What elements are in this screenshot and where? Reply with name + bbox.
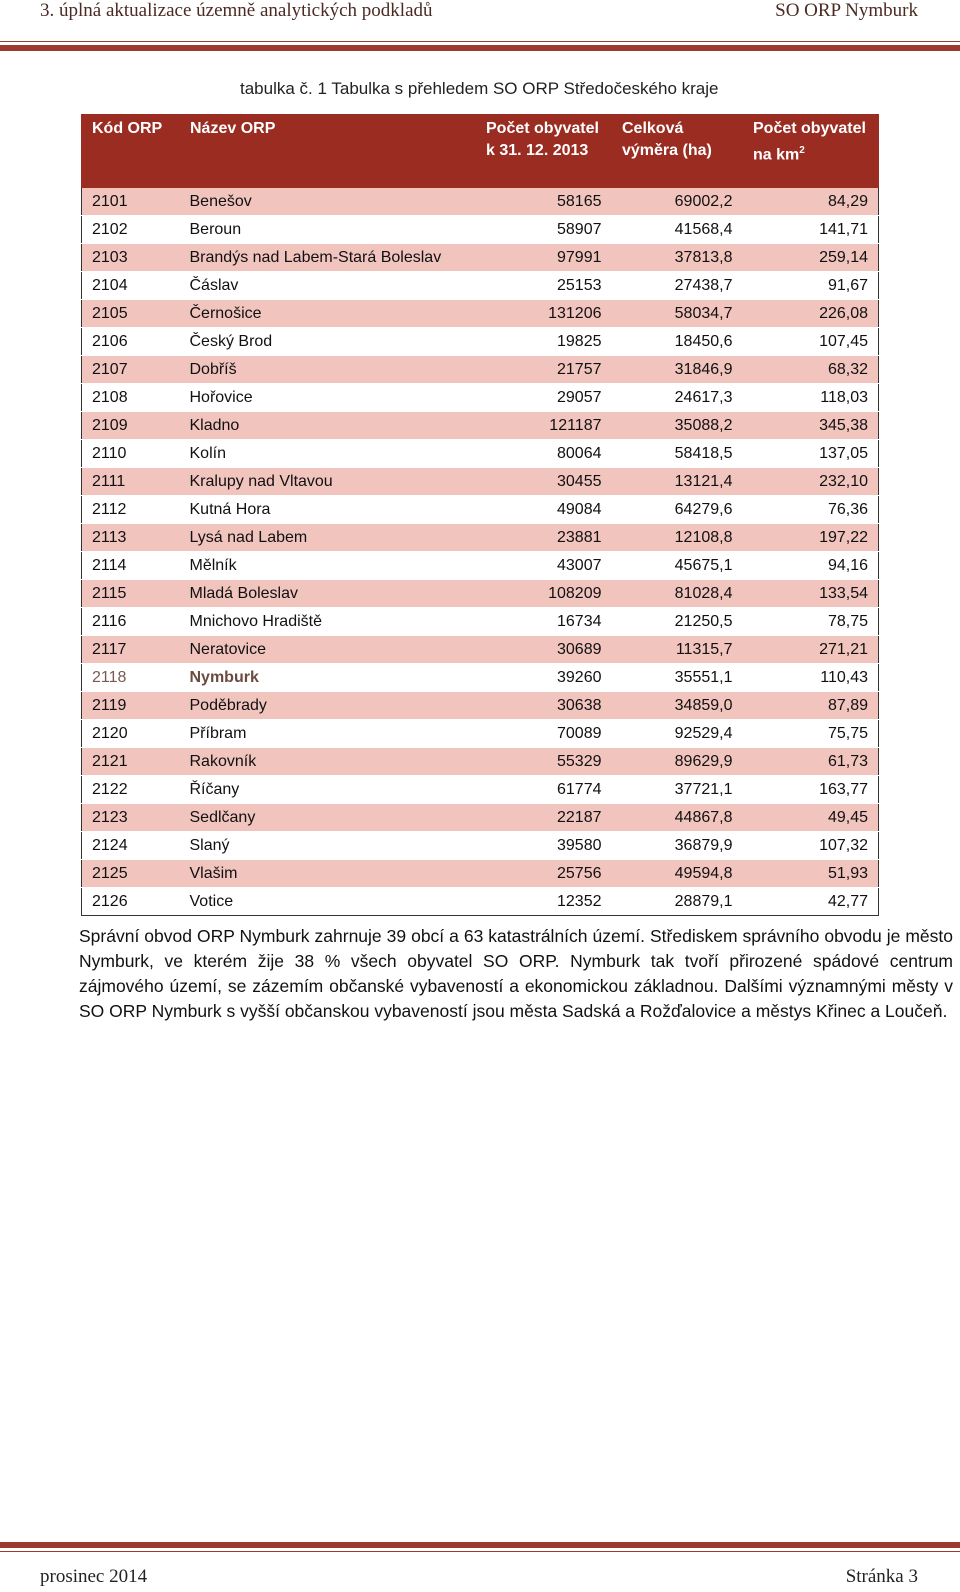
- table-row: [82, 776, 879, 804]
- density-header-superscript: 2: [799, 145, 805, 156]
- cell-name: Kutná Hora: [180, 496, 476, 524]
- cell-area: 37813,8: [612, 244, 743, 272]
- cell-area: 44867,8: [612, 804, 743, 832]
- cell-population: 30638: [476, 692, 612, 720]
- cell-population: 21757: [476, 356, 612, 384]
- footer-rule-thick: [0, 1542, 960, 1548]
- cell-population: 39260: [476, 664, 612, 692]
- cell-area: 92529,4: [612, 720, 743, 748]
- cell-name: Čáslav: [180, 272, 476, 300]
- cell-code: 2119: [82, 692, 180, 720]
- cell-name: Dobříš: [180, 356, 476, 384]
- cell-code: 2122: [82, 776, 180, 804]
- cell-code: 2121: [82, 748, 180, 776]
- cell-code: 2108: [82, 384, 180, 412]
- cell-name: Mladá Boleslav: [180, 580, 476, 608]
- table-row: [82, 244, 879, 272]
- cell-name: Hořovice: [180, 384, 476, 412]
- cell-density: 51,93: [743, 860, 879, 888]
- cell-code: 2114: [82, 552, 180, 580]
- cell-density: 259,14: [743, 244, 879, 272]
- cell-density: 141,71: [743, 216, 879, 244]
- cell-code: 2102: [82, 216, 180, 244]
- cell-density: 197,22: [743, 524, 879, 552]
- cell-area: 24617,3: [612, 384, 743, 412]
- cell-area: 28879,1: [612, 888, 743, 916]
- cell-density: 345,38: [743, 412, 879, 440]
- cell-code: 2107: [82, 356, 180, 384]
- cell-code: 2101: [82, 188, 180, 216]
- cell-population: 108209: [476, 580, 612, 608]
- cell-name: Kralupy nad Vltavou: [180, 468, 476, 496]
- cell-density: 49,45: [743, 804, 879, 832]
- cell-name: Brandýs nad Labem-Stará Boleslav: [180, 244, 476, 272]
- cell-area: 49594,8: [612, 860, 743, 888]
- column-header-code: Kód ORP: [82, 115, 180, 188]
- cell-area: 12108,8: [612, 524, 743, 552]
- cell-area: 41568,4: [612, 216, 743, 244]
- cell-code: 2113: [82, 524, 180, 552]
- cell-density: 76,36: [743, 496, 879, 524]
- table-row: [82, 608, 879, 636]
- cell-population: 19825: [476, 328, 612, 356]
- cell-population: 12352: [476, 888, 612, 916]
- table-row: [82, 188, 879, 216]
- cell-area: 31846,9: [612, 356, 743, 384]
- cell-name: Benešov: [180, 188, 476, 216]
- cell-area: 34859,0: [612, 692, 743, 720]
- cell-code: 2123: [82, 804, 180, 832]
- cell-area: 27438,7: [612, 272, 743, 300]
- table-row: [82, 552, 879, 580]
- table-row: [82, 496, 879, 524]
- table-row: [82, 888, 879, 916]
- cell-population: 131206: [476, 300, 612, 328]
- cell-name: Kladno: [180, 412, 476, 440]
- cell-name: Neratovice: [180, 636, 476, 664]
- cell-code: 2103: [82, 244, 180, 272]
- cell-name: Mělník: [180, 552, 476, 580]
- table-row: [82, 580, 879, 608]
- table-row: [82, 636, 879, 664]
- cell-area: 13121,4: [612, 468, 743, 496]
- cell-code: 2104: [82, 272, 180, 300]
- cell-density: 118,03: [743, 384, 879, 412]
- table-row: [82, 384, 879, 412]
- cell-density: 87,89: [743, 692, 879, 720]
- cell-population: 30455: [476, 468, 612, 496]
- cell-density: 137,05: [743, 440, 879, 468]
- cell-name: Vlašim: [180, 860, 476, 888]
- cell-density: 271,21: [743, 636, 879, 664]
- column-header-density: [743, 115, 879, 188]
- cell-code: 2115: [82, 580, 180, 608]
- cell-name: Nymburk: [180, 664, 476, 692]
- cell-density: 42,77: [743, 888, 879, 916]
- header-rule-thin: [0, 41, 960, 42]
- table-row: [82, 720, 879, 748]
- column-header-name: Název ORP: [180, 115, 476, 188]
- cell-population: 58165: [476, 188, 612, 216]
- cell-area: 21250,5: [612, 608, 743, 636]
- header-rule-thick: [0, 45, 960, 51]
- cell-name: Říčany: [180, 776, 476, 804]
- cell-population: 80064: [476, 440, 612, 468]
- cell-area: 35551,1: [612, 664, 743, 692]
- cell-population: 25756: [476, 860, 612, 888]
- cell-code: 2106: [82, 328, 180, 356]
- cell-population: 30689: [476, 636, 612, 664]
- cell-name: Lysá nad Labem: [180, 524, 476, 552]
- cell-name: Černošice: [180, 300, 476, 328]
- density-header-label: Počet obyvatel na km: [753, 120, 866, 164]
- table-header-row: [82, 115, 879, 188]
- table-row: [82, 748, 879, 776]
- cell-name: Slaný: [180, 832, 476, 860]
- cell-area: 69002,2: [612, 188, 743, 216]
- cell-density: 226,08: [743, 300, 879, 328]
- cell-population: 61774: [476, 776, 612, 804]
- cell-name: Český Brod: [180, 328, 476, 356]
- table-row: [82, 412, 879, 440]
- orp-overview-table: [81, 114, 879, 916]
- table-caption: tabulka č. 1 Tabulka s přehledem SO ORP Středočeského kraje: [240, 79, 719, 98]
- cell-name: Rakovník: [180, 748, 476, 776]
- cell-code: 2116: [82, 608, 180, 636]
- cell-population: 49084: [476, 496, 612, 524]
- table-row: [82, 328, 879, 356]
- cell-population: 121187: [476, 412, 612, 440]
- header-region-name: SO ORP Nymburk: [775, 0, 918, 21]
- cell-area: 64279,6: [612, 496, 743, 524]
- cell-area: 36879,9: [612, 832, 743, 860]
- page-header: [40, 0, 918, 26]
- cell-area: 18450,6: [612, 328, 743, 356]
- table-row: [82, 468, 879, 496]
- cell-density: 91,67: [743, 272, 879, 300]
- column-header-area: Celková výměra (ha): [612, 115, 743, 188]
- cell-population: 97991: [476, 244, 612, 272]
- cell-area: 58418,5: [612, 440, 743, 468]
- cell-population: 58907: [476, 216, 612, 244]
- cell-code: 2124: [82, 832, 180, 860]
- footer-rule-thin: [0, 1551, 960, 1552]
- table-row: [82, 440, 879, 468]
- cell-code: 2109: [82, 412, 180, 440]
- table-row: [82, 272, 879, 300]
- cell-population: 70089: [476, 720, 612, 748]
- cell-code: 2105: [82, 300, 180, 328]
- table-row: [82, 692, 879, 720]
- cell-density: 163,77: [743, 776, 879, 804]
- cell-code: 2118: [82, 664, 180, 692]
- cell-code: 2117: [82, 636, 180, 664]
- cell-density: 75,75: [743, 720, 879, 748]
- table-row: [82, 860, 879, 888]
- cell-area: 45675,1: [612, 552, 743, 580]
- cell-population: 25153: [476, 272, 612, 300]
- cell-name: Kolín: [180, 440, 476, 468]
- table-row: [82, 300, 879, 328]
- cell-area: 11315,7: [612, 636, 743, 664]
- cell-code: 2126: [82, 888, 180, 916]
- cell-density: 61,73: [743, 748, 879, 776]
- cell-name: Votice: [180, 888, 476, 916]
- cell-area: 58034,7: [612, 300, 743, 328]
- cell-density: 107,45: [743, 328, 879, 356]
- cell-name: Mnichovo Hradiště: [180, 608, 476, 636]
- cell-population: 29057: [476, 384, 612, 412]
- body-paragraph: Správní obvod ORP Nymburk zahrnuje 39 obcí a 63 katastrálních území. Střediskem správního obvodu je město Nymburk, ve kterém žije 38 % všech obyvatel SO ORP. Nymburk tak tvoří přirozené spádové centrum zájmového území, se zázemím občanské vybaveností a ekonomickou základnou. Dalšími významnými městy v SO ORP Nymburk s vyšší občanskou vybaveností jsou města Sadská a Rožďalovice a městys Křinec a Loučeň.: [79, 926, 953, 1021]
- cell-density: 94,16: [743, 552, 879, 580]
- cell-area: 89629,9: [612, 748, 743, 776]
- cell-code: 2125: [82, 860, 180, 888]
- footer-page-number: Stránka 3: [845, 1566, 918, 1587]
- table-row: [82, 216, 879, 244]
- cell-density: 232,10: [743, 468, 879, 496]
- cell-code: 2120: [82, 720, 180, 748]
- cell-area: 81028,4: [612, 580, 743, 608]
- cell-code: 2112: [82, 496, 180, 524]
- cell-population: 39580: [476, 832, 612, 860]
- header-document-title: 3. úplná aktualizace územně analytických podkladů: [40, 0, 433, 21]
- cell-population: 55329: [476, 748, 612, 776]
- cell-name: Příbram: [180, 720, 476, 748]
- cell-code: 2111: [82, 468, 180, 496]
- table-row: [82, 804, 879, 832]
- table-body: [82, 188, 879, 916]
- cell-density: 107,32: [743, 832, 879, 860]
- table-row: [82, 356, 879, 384]
- column-header-population: Počet obyvatel k 31. 12. 2013: [476, 115, 612, 188]
- cell-name: Sedlčany: [180, 804, 476, 832]
- table-row: [82, 832, 879, 860]
- cell-population: 22187: [476, 804, 612, 832]
- cell-name: Beroun: [180, 216, 476, 244]
- cell-name: Poděbrady: [180, 692, 476, 720]
- cell-area: 37721,1: [612, 776, 743, 804]
- table-row: [82, 524, 879, 552]
- cell-population: 43007: [476, 552, 612, 580]
- cell-density: 68,32: [743, 356, 879, 384]
- cell-code: 2110: [82, 440, 180, 468]
- cell-density: 133,54: [743, 580, 879, 608]
- cell-density: 110,43: [743, 664, 879, 692]
- footer-date: prosinec 2014: [40, 1566, 148, 1587]
- table-row: [82, 664, 879, 692]
- cell-area: 35088,2: [612, 412, 743, 440]
- cell-density: 78,75: [743, 608, 879, 636]
- cell-population: 23881: [476, 524, 612, 552]
- cell-population: 16734: [476, 608, 612, 636]
- cell-density: 84,29: [743, 188, 879, 216]
